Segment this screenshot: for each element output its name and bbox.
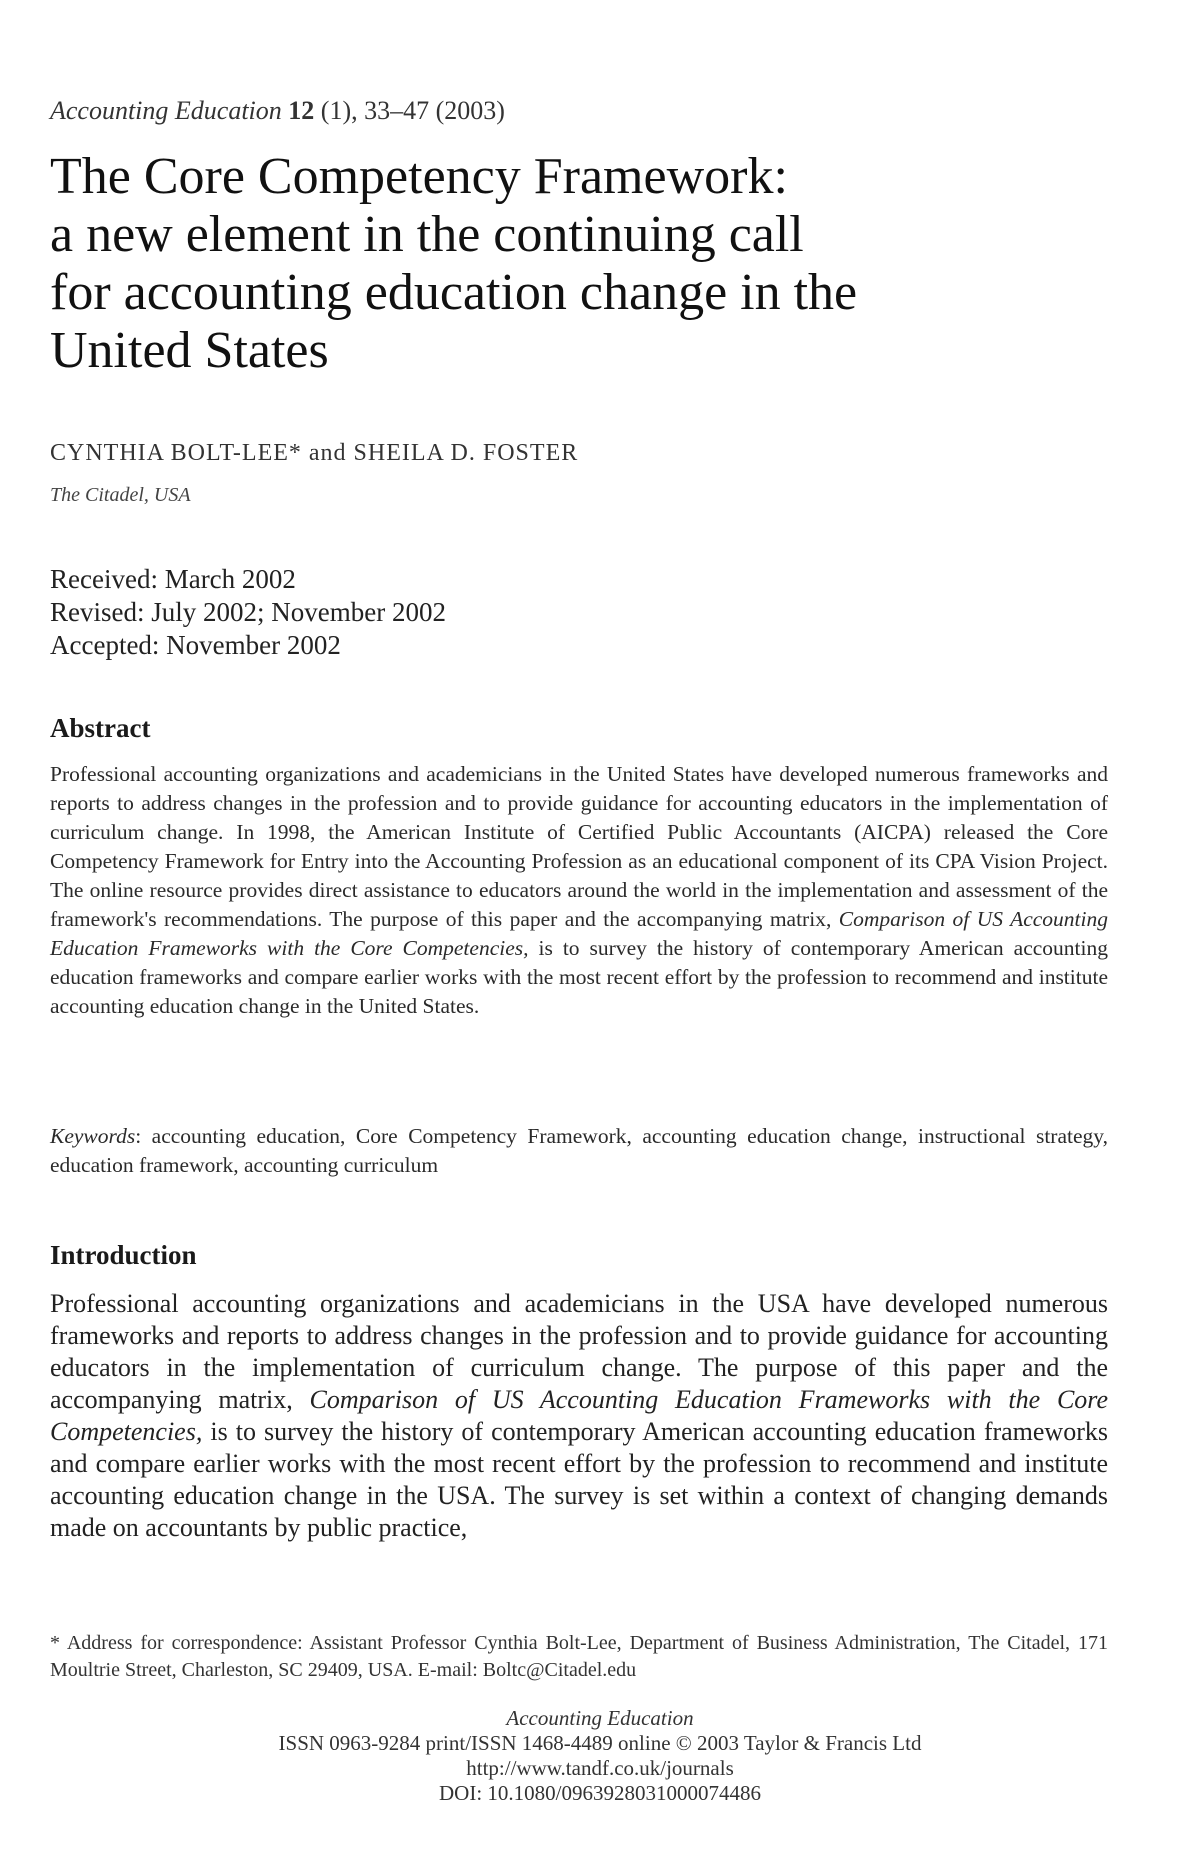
submission-history	[50, 563, 1108, 662]
title-line: for accounting education change in the	[50, 264, 858, 321]
citation-journal: Accounting Education	[50, 96, 282, 125]
author-names: CYNTHIA BOLT-LEE* and SHEILA D. FOSTER	[50, 440, 579, 466]
journal-url[interactable]: http://www.tandf.co.uk/journals	[466, 1756, 734, 1780]
journal-citation	[50, 96, 1108, 126]
introduction-body	[50, 1288, 1108, 1544]
intro-matrix-title: Comparison of US Accounting Education Frameworks with the Core Competencies,	[50, 1385, 1108, 1446]
publisher-info	[0, 1706, 1200, 1806]
title-line: United States	[50, 322, 329, 379]
article-title	[50, 148, 1108, 380]
title-line: The Core Competency Framework:	[50, 148, 788, 205]
citation-volume: 12	[288, 96, 315, 125]
publisher-journal: Accounting Education	[506, 1706, 694, 1730]
accepted-date: Accepted: November 2002	[50, 630, 341, 660]
abstract-text: Professional accounting organizations and academicians in the United States have developed numerous frameworks and reports to address changes in the profession and to provide guidance for accounting educators in the implementation of curriculum change. In 1998, the American Institute of Certified Public Accountants (AICPA) released the Core Competency Framework for Entry into the Accounting Profession as an educational component of its CPA Vision Project. The online resource provides direct assistance to educators around the world in the implementation and assessment of the framework's recommendations. The purpose of this paper and the accompanying matrix,	[50, 762, 1108, 931]
issn: ISSN 0963-9284 print/ISSN 1468-4489 online © 2003 Taylor & Francis Ltd	[278, 1731, 922, 1755]
author-affiliation: The Citadel, USA	[50, 484, 191, 506]
received-date: Received: March 2002	[50, 564, 296, 594]
citation-issue-pages: (1), 33–47 (2003)	[314, 96, 505, 125]
abstract-body	[50, 760, 1108, 1021]
abstract-heading: Abstract	[50, 713, 151, 743]
correspondence-footnote: * Address for correspondence: Assistant Professor Cynthia Bolt-Lee, Department of Business Administration, The Citadel, 171 Moultrie Street, Charleston, SC 29409, USA. E-mail: Boltc@Citadel.edu	[50, 1632, 1108, 1681]
intro-text: Professional accounting organizations and academicians in the USA have developed numerous frameworks and reports to address changes in the profession and to provide guidance for accounting educators in the implementation of curriculum change. The purpose of this paper and the accompanying matrix,	[50, 1289, 1108, 1414]
intro-text-end: is to survey the history of contemporary American accounting education frameworks and compare earlier works with the most recent effort by the profession to recommend and institute accounting education change in the USA. The survey is set within a context of changing demands made on accountants by public practice,	[50, 1417, 1108, 1542]
keywords	[50, 1122, 1108, 1180]
abstract-text-end: is to survey the history of contemporary American accounting education frameworks and compare earlier works with the most recent effort by the profession to recommend and institute accounting education change in the United States.	[50, 936, 1108, 1018]
keywords-label: Keywords	[50, 1124, 136, 1148]
keywords-list: : accounting education, Core Competency Framework, accounting education change, instructional strategy, education framework, accounting curriculum	[50, 1124, 1108, 1177]
introduction-heading: Introduction	[50, 1240, 197, 1270]
revised-date: Revised: July 2002; November 2002	[50, 597, 446, 627]
doi: DOI: 10.1080/0963928031000074486	[439, 1781, 761, 1805]
abstract-matrix-title: Comparison of US Accounting Education Frameworks with the Core Competencies,	[50, 907, 1108, 960]
title-line: a new element in the continuing call	[50, 206, 804, 263]
